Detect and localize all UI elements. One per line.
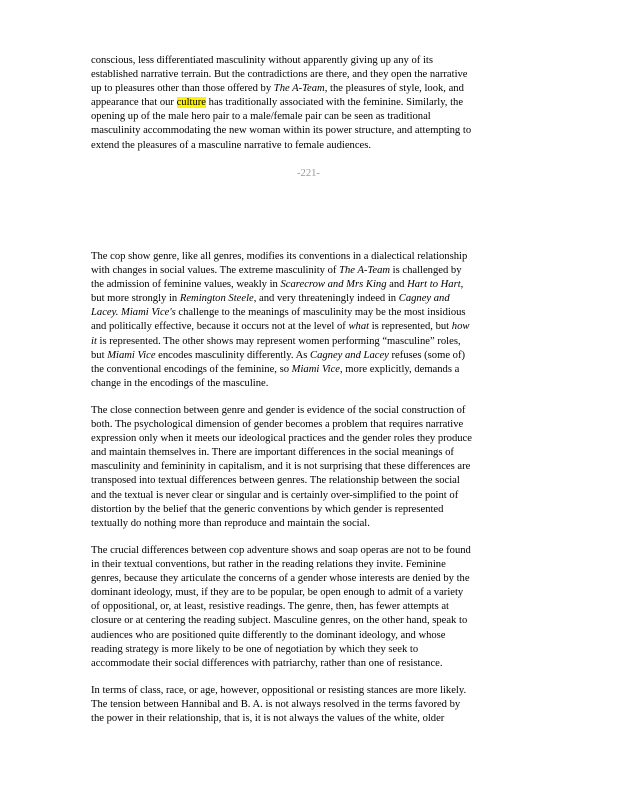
text-line: audiences who are positioned quite differently to the dominant ideology, and whose bbox=[91, 629, 446, 641]
text-line: masculinity and femininity in capitalism, and it is not surprising that these differences are bbox=[91, 461, 471, 473]
paragraph-1 bbox=[91, 54, 528, 153]
text-line: extend the pleasures of a masculine narrative to female audiences. bbox=[91, 139, 372, 151]
text-line: Lacey. Miami Vice's challenge to the meanings of masculinity may be the most insidious bbox=[91, 307, 466, 319]
highlighted-word: culture bbox=[176, 97, 207, 109]
text-line: The close connection between genre and gender is evidence of the social construction of bbox=[91, 405, 466, 416]
text-line: established narrative terrain. But the contradictions are there, and they open the narrative bbox=[91, 69, 468, 81]
text-line: it is represented. The other shows may represent women performing “masculine” roles, bbox=[91, 335, 461, 347]
text-line: and politically effective, because it occurs not at the level of what is represented, but how bbox=[91, 321, 470, 333]
text-line: and maintain themselves in. There are important differences in the social meanings of bbox=[91, 447, 454, 459]
text-line: accommodate their social differences with patriarchy, rather than one of resistance. bbox=[91, 657, 443, 669]
text-line: transposed into textual differences between genres. The relationship between the social bbox=[91, 475, 460, 487]
text-line: conscious, less differentiated masculinity without apparently giving up any of its bbox=[91, 55, 433, 66]
text-line: The tension between Hannibal and B. A. is not always resolved in the terms favored by bbox=[91, 699, 461, 711]
text-line: and the textual is never clear or singular and is certainly over-simplified to the point of bbox=[91, 489, 459, 501]
text-line: both. The psychological dimension of gender becomes a problem that requires narrative bbox=[91, 419, 464, 431]
paragraph-3 bbox=[91, 404, 528, 531]
text-line: in their textual conventions, but rather in the reading relations they invite. Feminine bbox=[91, 559, 446, 571]
text-line: with changes in social values. The extreme masculinity of The A-Team is challenged by bbox=[91, 265, 462, 277]
text-line: but more strongly in Remington Steele, and very threateningly indeed in Cagney and bbox=[91, 293, 450, 305]
paragraph-2 bbox=[91, 250, 528, 391]
text-line: masculinity accommodating the new woman within its power structure, and attempting to bbox=[91, 125, 472, 137]
text-line: up to pleasures other than those offered by The A-Team, the pleasures of style, look, and bbox=[91, 83, 464, 95]
text-line: dominant ideology, must, if they are to be popular, be open enough to admit of a variety bbox=[91, 587, 464, 599]
text-line: appearance that our culture has traditionally associated with the feminine. Similarly, the bbox=[91, 97, 464, 109]
text-line: The cop show genre, like all genres, modifies its conventions in a dialectical relationship bbox=[91, 251, 468, 262]
text-line: opening up of the male hero pair to a male/female pair can be seen as traditional bbox=[91, 111, 431, 123]
text-line: genres, because they articulate the concerns of a gender whose interests are denied by the bbox=[91, 573, 470, 585]
paragraph-5 bbox=[91, 684, 528, 726]
text-line: textually do nothing more than reproduce and maintain the social. bbox=[91, 517, 370, 529]
italic-title: The A-Team bbox=[273, 83, 325, 95]
text-line: the conventional encodings of the feminine, so Miami Vice, more explicitly, demands a bbox=[91, 363, 460, 375]
text-line: change in the encodings of the masculine. bbox=[91, 377, 269, 389]
page-number: -221- bbox=[297, 168, 320, 179]
text-line: closure or at centering the reading subject. Masculine genres, on the other hand, speak to bbox=[91, 615, 468, 627]
text-line: expression only when it meets our ideological practices and the gender roles they produce bbox=[91, 433, 472, 445]
text-line: the power in their relationship, that is, it is not always the values of the white, older bbox=[91, 713, 445, 725]
text-line: but Miami Vice encodes masculinity differently. As Cagney and Lacey refuses (some of) bbox=[91, 349, 466, 361]
text-line: distortion by the belief that the generic conventions by which gender is represented bbox=[91, 503, 444, 515]
text-line: The crucial differences between cop adventure shows and soap operas are not to be found bbox=[91, 545, 471, 556]
text-line: the admission of feminine values, weakly in Scarecrow and Mrs King and Hart to Hart, bbox=[91, 279, 464, 291]
text-line: In terms of class, race, or age, however, oppositional or resisting stances are more likely. bbox=[91, 685, 467, 696]
paragraph-4 bbox=[91, 544, 528, 671]
text-line: reading strategy is more likely to be one of negotiation by which they seek to bbox=[91, 643, 419, 655]
text-line: of oppositional, or, at least, resistive readings. The genre, then, has fewer attempts at bbox=[91, 601, 449, 613]
